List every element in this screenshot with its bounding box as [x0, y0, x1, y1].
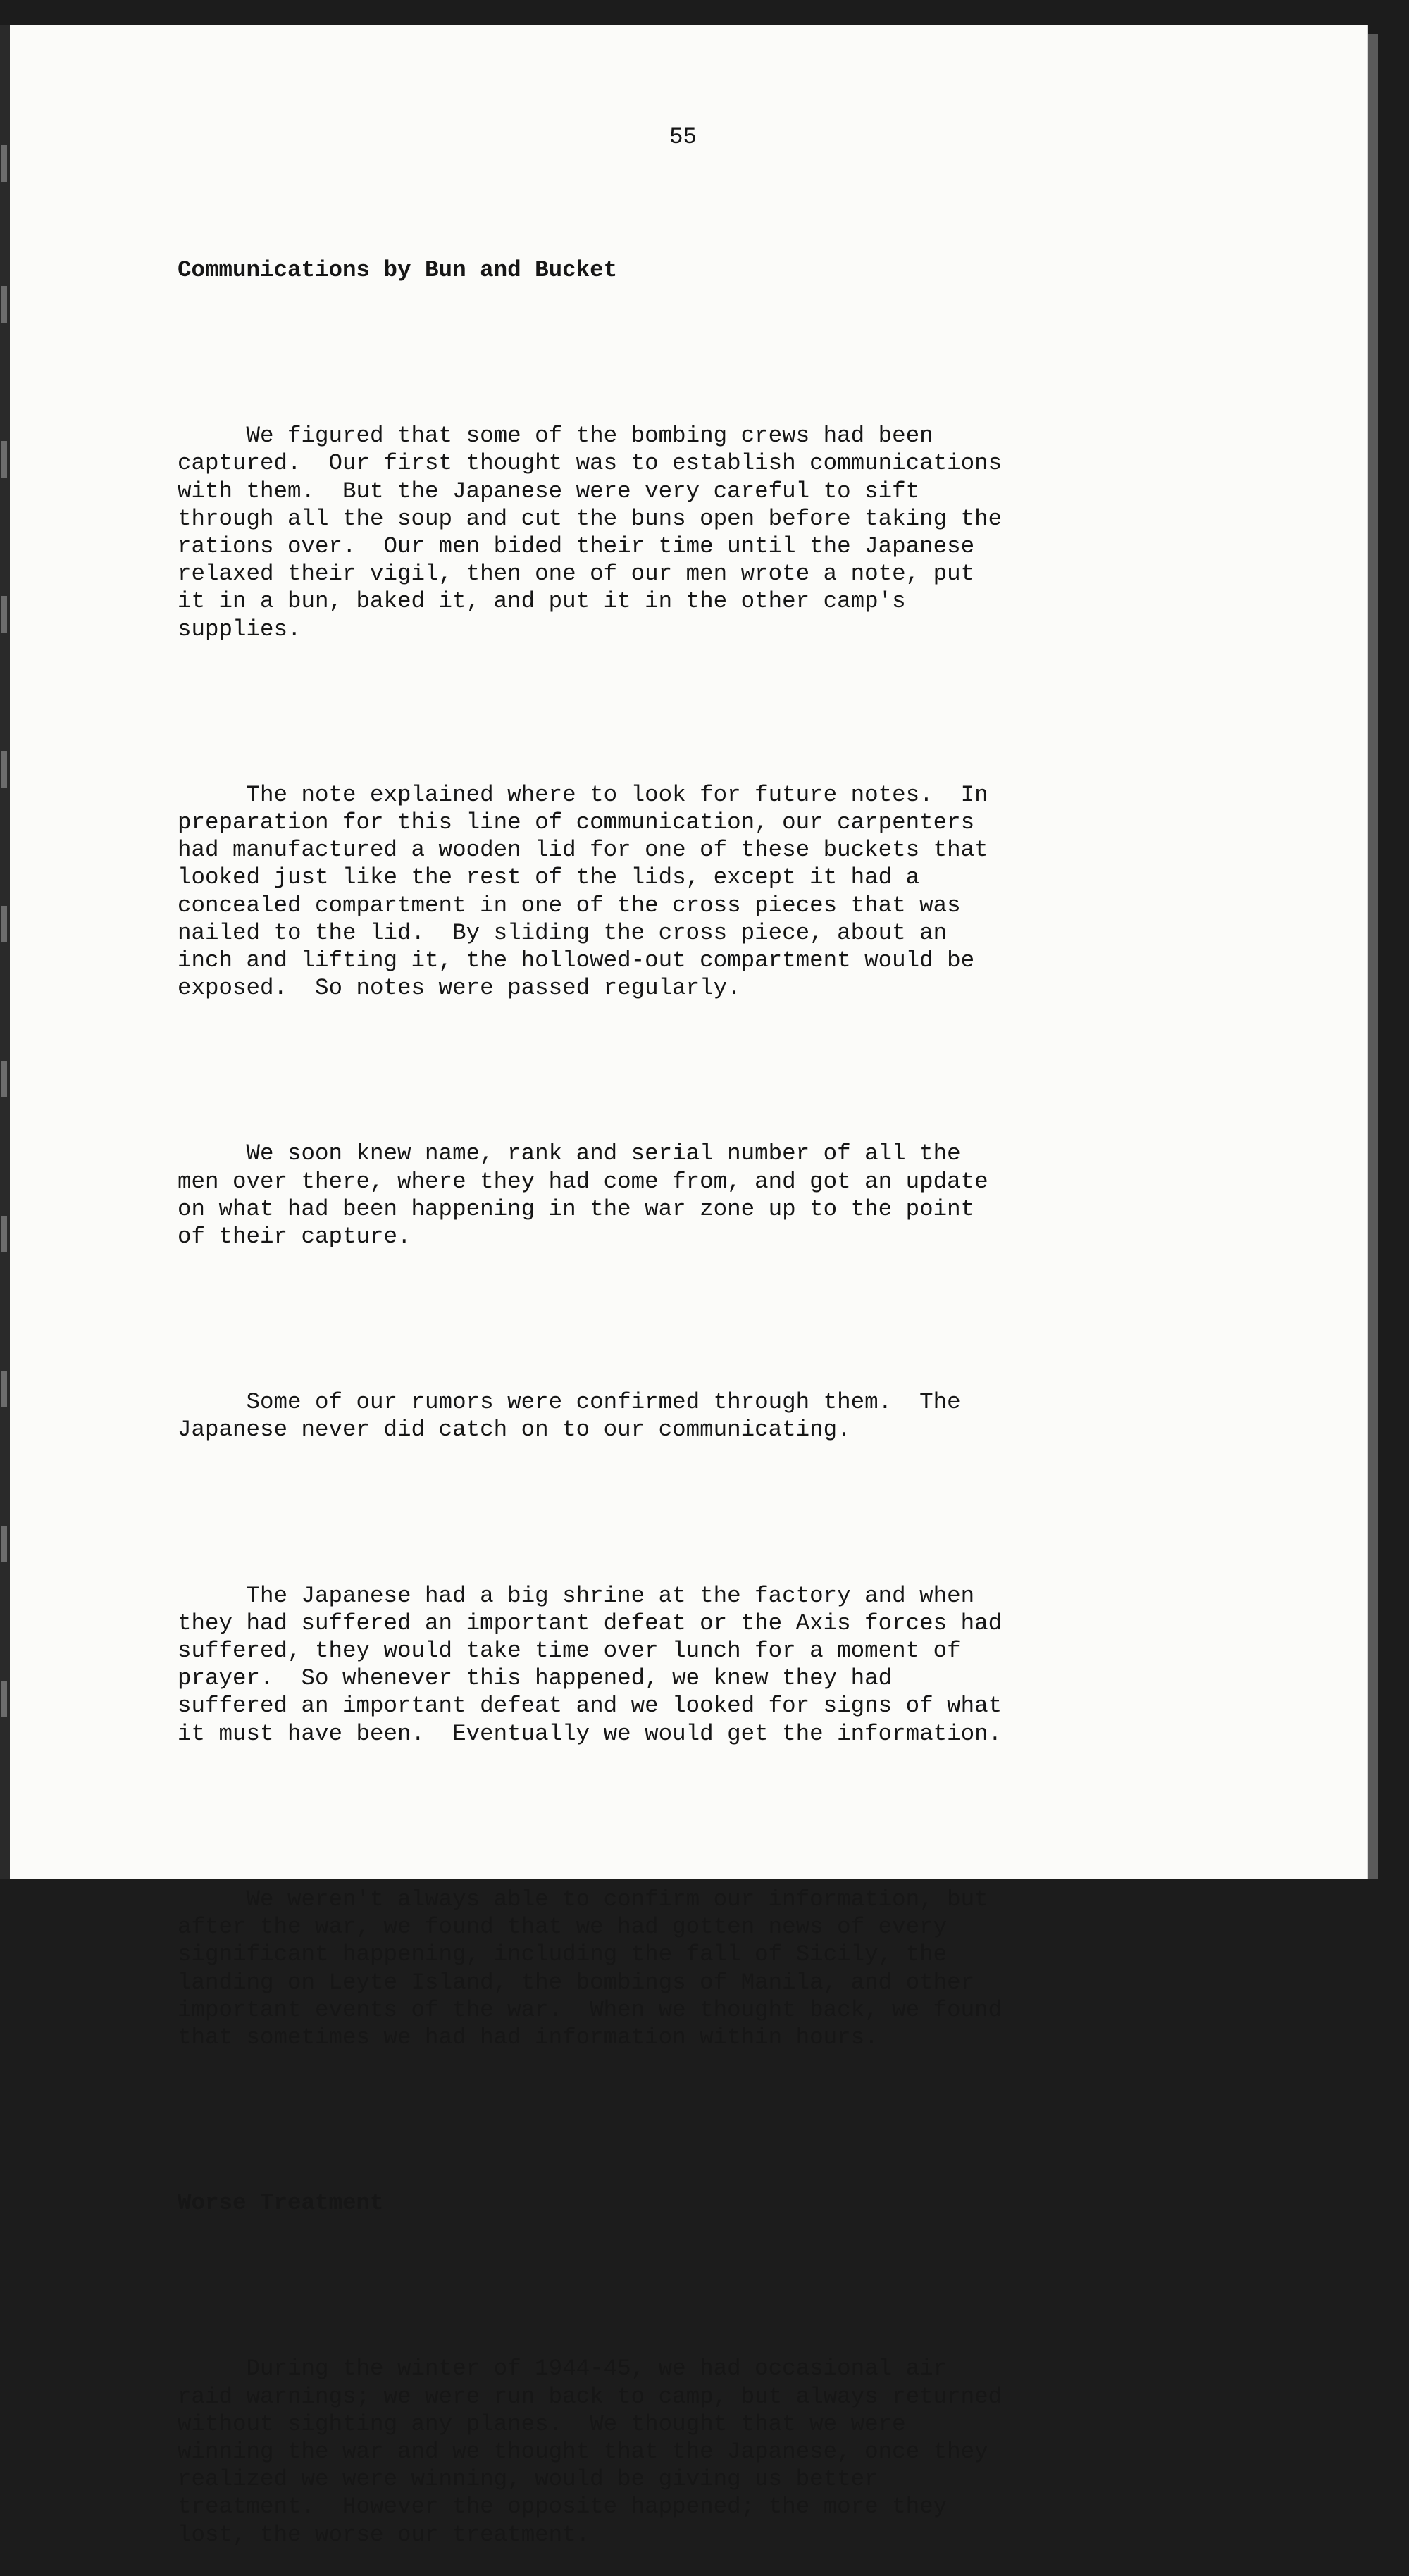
binding-mark: [1, 596, 7, 633]
spacer: [178, 1306, 1178, 1333]
binding-mark: [1, 1681, 7, 1717]
paragraph: Some of our rumors were confirmed through them. The Japanese never did catch on to our communicating.: [178, 1389, 961, 1443]
binding-mark: [1, 906, 7, 942]
spacer: [178, 1803, 1178, 1830]
page-edge: [1368, 34, 1378, 1879]
paragraph: We soon knew name, rank and serial number of all the men over there, where they had come from, and got an update on what had been happening in the war zone up to the point of their capture.: [178, 1140, 988, 1250]
spacer: [178, 340, 1178, 367]
binding-mark: [1, 441, 7, 478]
paragraph: We weren't always able to confirm our information, but after the war, we found that we had gotten news of every significant happening, including the fall of Sicily, the landing on Leyte Island, the bombings of Manila, and other important events of the war. When we thought back, we found that sometimes we had had information within hours.: [178, 1886, 1003, 2051]
binding-mark: [1, 286, 7, 323]
binding-mark: [1, 1216, 7, 1252]
binding-mark: [1, 1061, 7, 1097]
page-body: [178, 118, 1178, 2576]
spacer: [178, 2272, 1178, 2300]
binding-mark: [1, 751, 7, 788]
spacer: [178, 2107, 1178, 2134]
section-heading: Worse Treatment: [178, 2190, 384, 2217]
paragraph: The Japanese had a big shrine at the factory and when they had suffered an important defeat or the Axis forces had suffered, they would take time over lunch for a moment of prayer. So whenever this happened, we knew they had suffered an important defeat and we looked for signs of what it must have been. Eventually we would get the information.: [178, 1582, 1003, 1747]
paragraph: We figured that some of the bombing crews had been captured. Our first thought was to establish communications with them. But the Japanese were very careful to sift through all the soup and cut the buns open before taking the rations over. Our men bided their time until the Japanese relaxed their vigil, then one of our men wrote a note, put it in a bun, baked it, and put it in the other camp's supplies.: [178, 423, 1003, 642]
binding-mark: [1, 145, 7, 182]
binding-edge: [0, 25, 10, 1879]
section-heading: Communications by Bun and Bucket: [178, 257, 618, 283]
spacer: [178, 1499, 1178, 1526]
spacer: [178, 173, 1178, 201]
paragraph: During the winter of 1944-45, we had occasional air raid warnings; we were run back to camp, but always returned without sighting any planes. We thought that we were winning the war and we thought that the Japanese, once they realized we were winning, would be giving us better treatment. However the opposite happened; the more they lost, the worse our treatment.: [178, 2356, 1003, 2548]
spacer: [178, 1057, 1178, 1085]
paragraph: The note explained where to look for future notes. In preparation for this line of communication, our carpenters had manufactured a wooden lid for one of these buckets that looked just like the rest of the lids, except it had a concealed compartment in one of the cross pieces that was nailed to the lid. By sliding the cross piece, about an inch and lifting it, the hollowed-out compartment would be exposed. So notes were passed regularly.: [178, 781, 988, 1002]
spacer: [178, 698, 1178, 726]
binding-mark: [1, 1526, 7, 1562]
page-number: 55: [669, 124, 697, 150]
binding-mark: [1, 1371, 7, 1407]
